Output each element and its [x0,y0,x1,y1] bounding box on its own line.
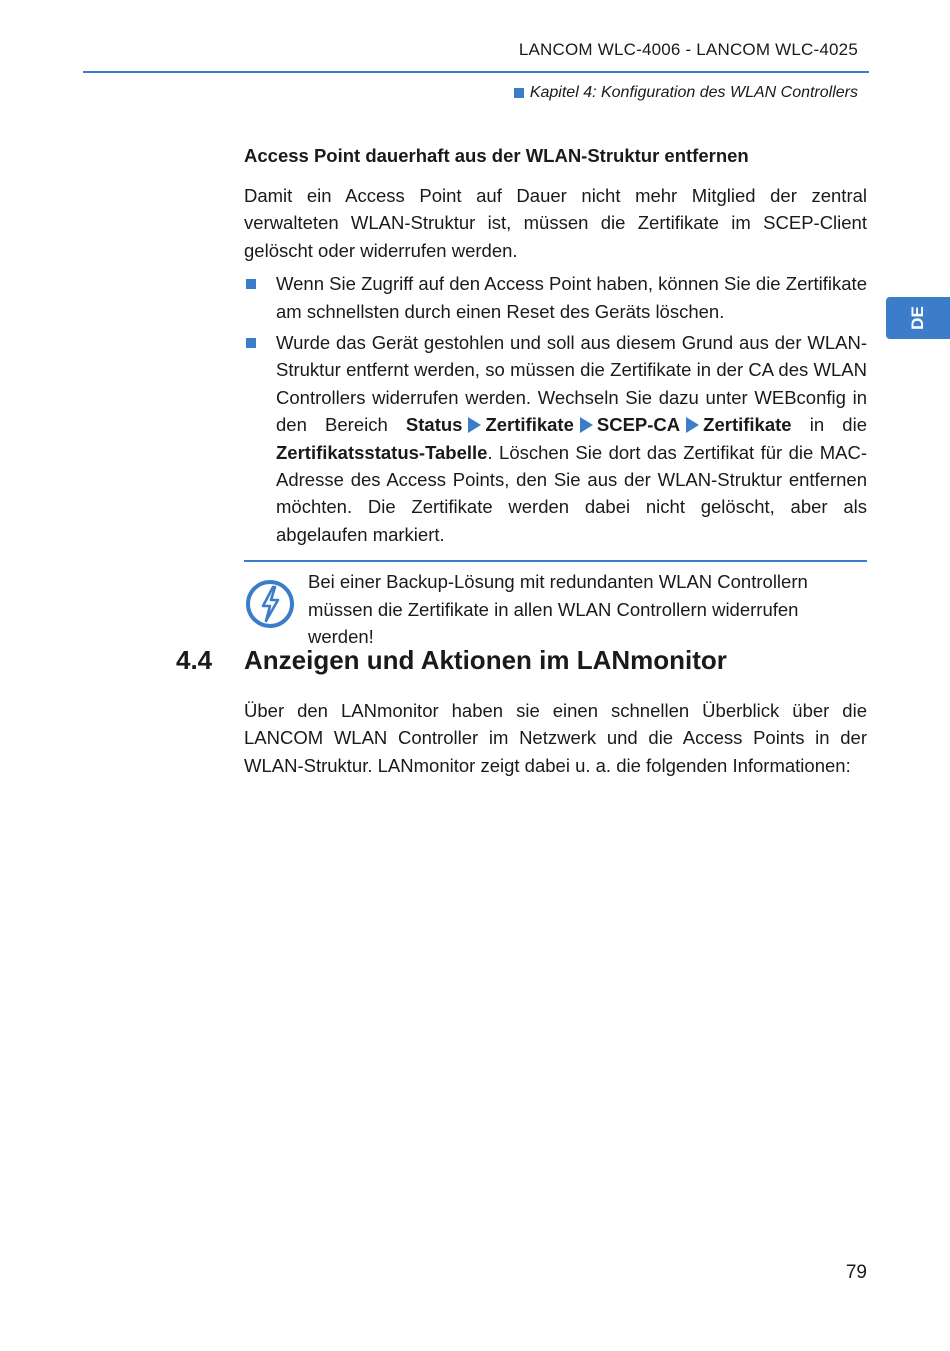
list-item [244,270,867,325]
running-header-chapter [514,84,858,102]
bullet-text-a: Wurde das Gerät gestohlen und soll aus diesem Grund aus der WLAN-Struktur entfernt werden, so müssen die Zertifikate in der CA des WLAN Controllers widerrufen werden. Wechseln Sie dazu unter WEBconfig in den Bereich [276,332,867,436]
section-paragraph: Über den LANmonitor haben sie einen schnellen Überblick über die LANCOM WLAN Controller im Netzwerk und die Access Points in der WLAN-Struktur. LANmonitor zeigt dabei u. a. die folgenden Informationen: [244,700,867,776]
arrow-right-icon [468,417,481,433]
note-text: Bei einer Backup-Lösung mit redundanten WLAN Controllern müssen die Zertifikate in allen WLAN Controllern widerrufen werden! [308,571,808,648]
running-header-title: LANCOM WLC-4006 - LANCOM WLC-4025 [518,40,858,59]
bullet-text-b: in die [791,414,867,436]
menu-path-status: Status [405,414,463,436]
menu-path-scep-ca: SCEP-CA [596,414,681,436]
subsection-heading: Access Point dauerhaft aus der WLAN-Struktur entfernen [244,145,749,166]
language-tab-label: DE [908,306,927,330]
main-content [244,142,867,651]
language-tab [886,297,950,339]
section-body [244,697,867,779]
square-bullet-icon [246,338,256,348]
table-name: Zertifikatsstatus-Tabelle [276,441,488,463]
section-heading [176,645,876,676]
square-bullet-icon [514,88,524,98]
square-bullet-icon [246,279,256,289]
section-number: 4.4 [176,645,213,675]
menu-path-zertifikate-2: Zertifikate [703,414,792,436]
header-divider [83,71,869,73]
page-number: 79 [845,1262,867,1283]
warning-lightning-icon [244,578,296,630]
bullet-list [244,270,867,548]
bullet-text: Wenn Sie Zugriff auf den Access Point haben, können Sie die Zertifikate am schnellsten durch einen Reset des Geräts löschen. [276,273,867,322]
warning-note [244,560,867,650]
menu-path-zertifikate: Zertifikate [485,414,574,436]
bullet-text-c: . Löschen Sie dort das Zertifikat für die MAC-Adresse des Access Points, den Sie aus der WLAN-Struktur entfernen möchten. Die Zertifikate werden dabei nicht gelöscht, aber als abgelaufen markiert. [276,441,867,545]
arrow-right-icon [580,417,593,433]
section-title: Anzeigen und Aktionen im LANmonitor [244,645,727,675]
chapter-label: Kapitel 4: Konfiguration des WLAN Controllers [529,84,858,101]
intro-paragraph: Damit ein Access Point auf Dauer nicht mehr Mitglied der zentral verwalteten WLAN-Struktur ist, müssen die Zertifikate im SCEP-Client gelöscht oder widerrufen werden. [244,185,867,261]
arrow-right-icon [686,417,699,433]
list-item [244,329,867,548]
